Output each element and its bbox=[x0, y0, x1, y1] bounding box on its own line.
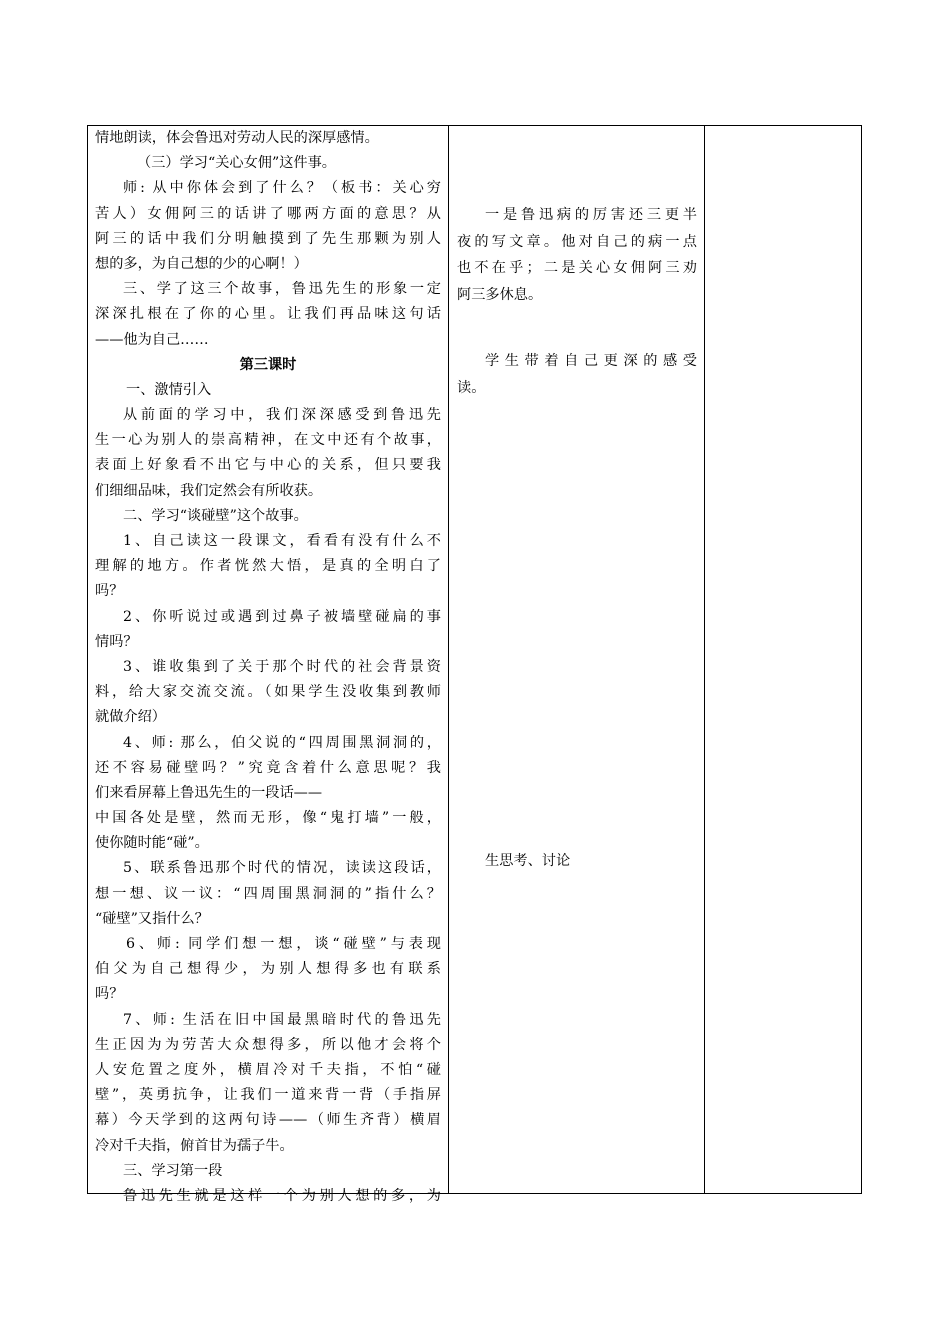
text-line: 阿三的话中我们分明触摸到了先生那颗为别人 bbox=[95, 230, 441, 247]
text-line: 3、谁收集到了关于那个时代的社会背景资 bbox=[123, 658, 441, 675]
notes-column bbox=[705, 126, 861, 1193]
student-activity-block-3 bbox=[457, 848, 697, 875]
text-line: 理解的地方。作者恍然大悟，是真的全明白了 bbox=[95, 558, 441, 575]
text-line: 使你随时能“碰”。 bbox=[95, 835, 209, 852]
text-line: 吗？ bbox=[95, 986, 124, 1003]
text-line: 从前面的学习中，我们深深感受到鲁迅先 bbox=[123, 407, 441, 424]
text-line: 读。 bbox=[457, 379, 486, 396]
text-line: ——他为自己…… bbox=[95, 331, 209, 348]
student-activity-block-2 bbox=[457, 348, 697, 401]
text-line: 壁”，英勇抗争，让我们一道来背一背（手指屏 bbox=[95, 1087, 441, 1104]
text-line: 阿三多休息。 bbox=[457, 286, 543, 303]
text-line: 表面上好象看不出它与中心的关系，但只要我 bbox=[95, 457, 441, 474]
text-line: 三、学习第一段 bbox=[123, 1162, 223, 1179]
text-line: （三）学习“关心女佣”这件事。 bbox=[137, 155, 336, 172]
text-line: 想一想、议一议：“四周围黑洞洞的”指什么？ bbox=[95, 885, 441, 902]
text-line: 一、激情引入 bbox=[126, 381, 212, 398]
text-line: 生一心为别人的崇高精神，在文中还有个故事， bbox=[95, 432, 441, 449]
text-line: 一是鲁迅病的厉害还三更半 bbox=[485, 207, 697, 223]
text-line: 生正因为为劳苦大众想得多，所以他才会将个 bbox=[95, 1036, 441, 1053]
teaching-process-column bbox=[95, 126, 441, 1209]
text-line: 夜的写文章。他对自己的病一点 bbox=[457, 233, 697, 250]
text-line: 第三课时 bbox=[239, 356, 297, 373]
text-line: 6、师: 同学们想一想，谈“碰壁”与表现 bbox=[126, 936, 441, 952]
text-line: 情地朗读，体会鲁迅对劳动人民的深厚感情。 bbox=[95, 130, 379, 146]
text-line: 5、联系鲁迅那个时代的情况，读读这段话， bbox=[123, 860, 441, 877]
text-line: 伯父为自己想得少，为别人想得多也有联系 bbox=[95, 961, 441, 978]
text-line: 也不在乎；二是关心女佣阿三劝 bbox=[457, 260, 697, 276]
column-divider-1 bbox=[448, 126, 449, 1193]
text-line: 们细细品味，我们定然会有所收获。 bbox=[95, 482, 323, 499]
text-line: 们来看屏幕上鲁迅先生的一段话—— bbox=[95, 784, 323, 801]
text-line: 还不容易碰壁吗？”究竟含着什么意思呢？我 bbox=[95, 759, 441, 776]
text-line: 师: 从中你体会到了什么？（板书：关心穷 bbox=[123, 180, 441, 197]
text-line: 就做介绍） bbox=[95, 709, 166, 726]
lesson-plan-table bbox=[87, 125, 862, 1204]
text-line: 2、你听说过或遇到过鼻子被墙壁碰扁的事 bbox=[123, 608, 441, 625]
text-line: 冷对千夫指，俯首甘为孺子牛。 bbox=[95, 1137, 294, 1154]
text-line: 苦人）女佣阿三的话讲了哪两方面的意思？从 bbox=[95, 205, 441, 222]
text-line: 情吗？ bbox=[95, 633, 138, 650]
text-line: 吗？ bbox=[95, 583, 124, 600]
text-line: 7、师: 生活在旧中国最黑暗时代的鲁迅先 bbox=[123, 1011, 441, 1028]
student-activity-block-1 bbox=[457, 202, 697, 308]
text-line: 1、自己读这一段课文，看看有没有什么不 bbox=[123, 533, 441, 549]
text-line: 人安危置之度外，横眉冷对千夫指，不怕“碰 bbox=[95, 1061, 441, 1078]
text-line: 料，给大家交流交流。（如果学生没收集到教师 bbox=[95, 684, 441, 701]
text-line: 想的多，为自己想的少的心啊！） bbox=[95, 255, 308, 272]
text-line: 生思考、讨论 bbox=[485, 853, 571, 869]
text-line: 幕）今天学到的这两句诗——（师生齐背）横眉 bbox=[95, 1112, 441, 1129]
text-line: 三、学了这三个故事，鲁迅先生的形象一定 bbox=[123, 281, 441, 298]
text-line: 4、师: 那么，伯父说的“四周围黑洞洞的， bbox=[123, 734, 441, 751]
text-line: 鲁迅先生就是这样一个为别人想的多，为 bbox=[123, 1187, 441, 1204]
text-line: 二、学习“谈碰壁”这个故事。 bbox=[123, 507, 308, 524]
text-line: 深深扎根在了你的心里。让我们再品味这句话 bbox=[95, 306, 441, 323]
text-line: 中国各处是壁，然而无形，像“鬼打墙”一般， bbox=[95, 810, 441, 827]
text-line: 学生带着自己更深的感受 bbox=[485, 353, 697, 369]
text-line: “碰壁”又指什么？ bbox=[95, 910, 209, 927]
